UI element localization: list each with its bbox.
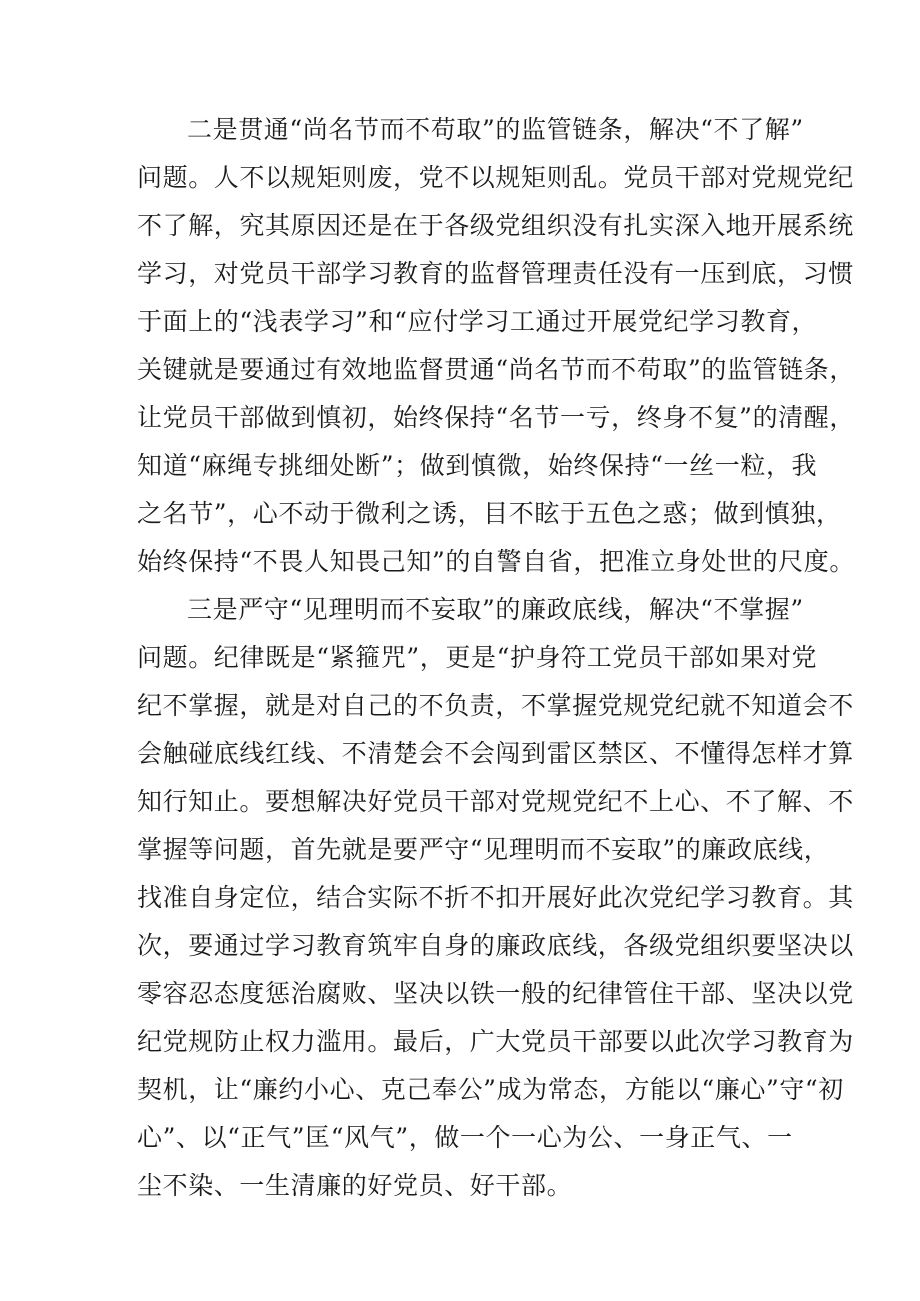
- text-line: 不了解，究其原因还是在于各级党组织没有扎实深入地开展系统: [137, 211, 854, 240]
- text-line: 问题。人不以规矩则废，党不以规矩则乱。党员干部对党规党纪: [137, 163, 854, 192]
- text-line: 找准自身定位，结合实际不折不扣开展好此次党纪学习教育。其: [137, 883, 854, 912]
- text-line: 契机，让“廉约小心、克己奉公”成为常态，方能以“廉心”守“初: [137, 1075, 844, 1104]
- text-line: 于面上的“浅表学习”和“应付学习工通过开展党纪学习教育，: [137, 307, 818, 336]
- text-line: 知行知止。要想解决好党员干部对党规党纪不上心、不了解、不: [137, 787, 854, 816]
- text-line: 之名节”，心不动于微利之诱，目不眩于五色之惑；做到慎独，: [137, 499, 842, 528]
- text-line: 三是严守“见理明而不妄取”的廉政底线，解决“不掌握”: [187, 595, 804, 624]
- text-line: 问题。纪律既是“紧箍咒”，更是“护身符工党员干部如果对党: [137, 643, 818, 672]
- text-line: 尘不染、一生清廉的好党员、好干部。: [137, 1171, 573, 1200]
- text-line: 心”、以“正气”匡“风气”，做一个一心为公、一身正气、一: [137, 1123, 793, 1152]
- text-line: 关键就是要通过有效地监督贯通“尚名节而不苟取”的监管链条，: [137, 355, 855, 384]
- text-line: 掌握等问题，首先就是要严守“见理明而不妄取”的廉政底线，: [137, 835, 830, 864]
- text-line: 会触碰底线红线、不清楚会不会闯到雷区禁区、不懂得怎样才算: [137, 739, 854, 768]
- text-line: 次，要通过学习教育筑牢自身的廉政底线，各级党组织要坚决以: [137, 931, 854, 960]
- text-line: 纪不掌握，就是对自己的不负责，不掌握党规党纪就不知道会不: [137, 691, 854, 720]
- text-line: 纪党规防止权力滥用。最后，广大党员干部要以此次学习教育为: [137, 1027, 854, 1056]
- text-line: 零容忍态度惩治腐败、坚决以铁一般的纪律管住干部、坚决以党: [137, 979, 854, 1008]
- text-line: 二是贯通“尚名节而不苟取”的监管链条，解决“不了解”: [187, 115, 804, 144]
- text-line: 知道“麻绳专挑细处断”；做到慎微，始终保持“一丝一粒，我: [137, 451, 818, 480]
- text-line: 让党员干部做到慎初，始终保持“名节一亏，终身不复”的清醒，: [137, 403, 855, 432]
- text-line: 始终保持“不畏人知畏己知”的自警自省，把准立身处世的尺度。: [137, 547, 855, 576]
- text-line: 学习，对党员干部学习教育的监督管理责任没有一压到底，习惯: [137, 259, 854, 288]
